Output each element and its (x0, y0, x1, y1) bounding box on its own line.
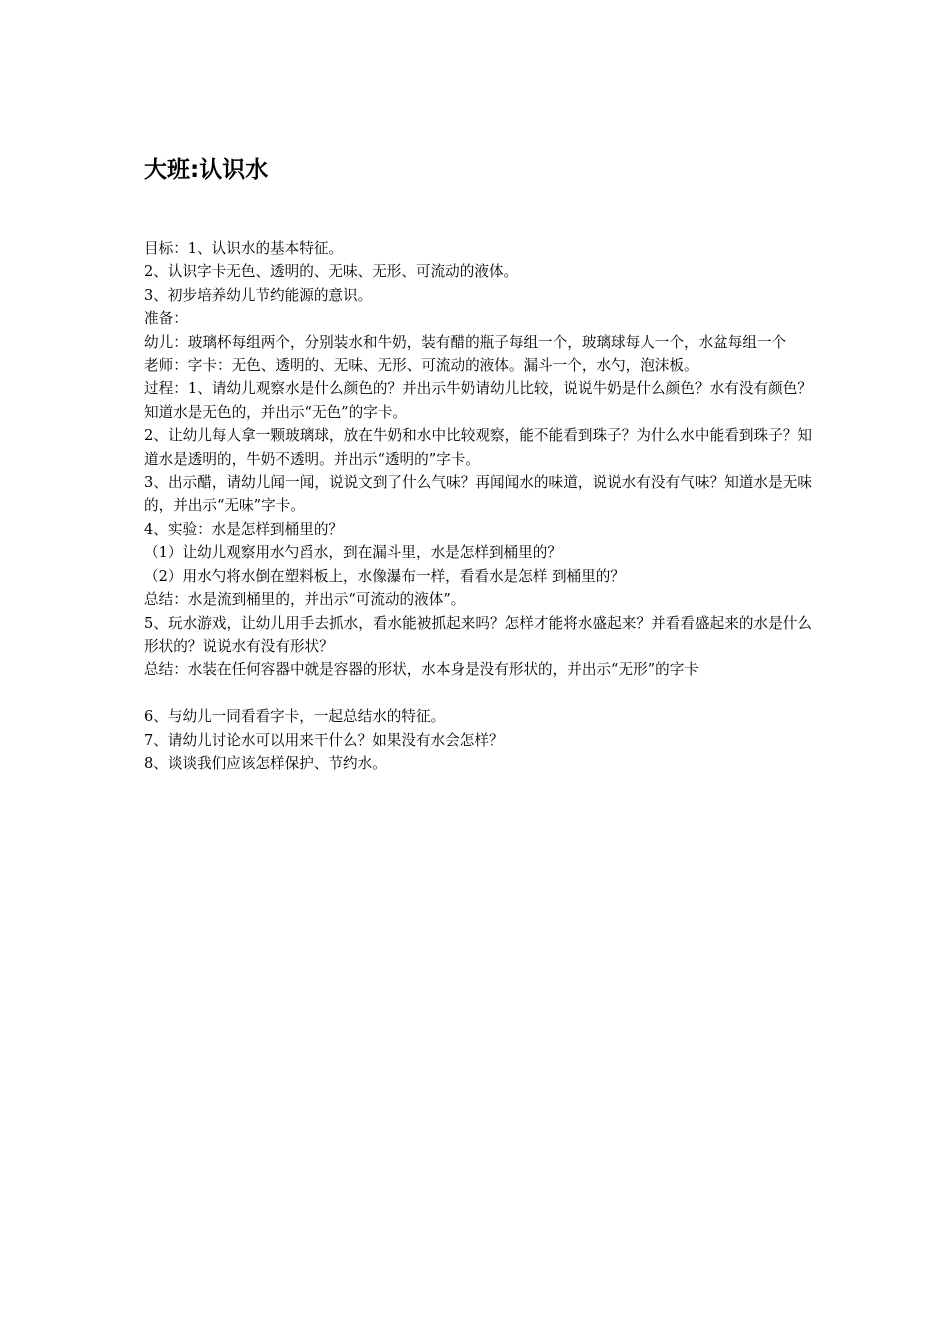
process-step-3: 3、出示醋，请幼儿闻一闻，说说文到了什么气味？再闻闻水的味道，说说水有没有气味？知道水是无味的，并出示“无味”字卡。 (144, 474, 812, 515)
blank-line (144, 682, 812, 705)
process-step-2: 2、让幼儿每人拿一颗玻璃球，放在牛奶和水中比较观察，能不能看到珠子？为什么水中能看到珠子？知道水是透明的，牛奶不透明。并出示“透明的”字卡。 (144, 427, 812, 468)
process-step-5: 5、玩水游戏，让幼儿用手去抓水，看水能被抓起来吗？怎样才能将水盛起来？并看看盛起来的水是什么形状的？说说水有没有形状？ (144, 614, 812, 655)
preparation-heading: 准备： (144, 310, 188, 328)
process-step-1: 过程：1、请幼儿观察水是什么颜色的？并出示牛奶请幼儿比较，说说牛奶是什么颜色？水有没有颜色？知道水是无色的，并出示“无色”的字卡。 (144, 380, 812, 421)
preparation-children: 幼儿：玻璃杯每组两个，分别装水和牛奶，装有醋的瓶子每组一个，玻璃球每人一个，水盆每组一个 (144, 333, 787, 351)
process-step-4: 4、实验：水是怎样到桶里的？ (144, 520, 344, 538)
summary-flow: 总结：水是流到桶里的，并出示“可流动的液体”。 (144, 591, 466, 609)
goal-line-2: 2、认识字卡无色、透明的、无味、无形、可流动的液体。 (144, 263, 519, 281)
process-step-6: 6、与幼儿一同看看字卡，一起总结水的特征。 (144, 708, 446, 726)
document-body (144, 237, 812, 775)
process-step-7: 7、请幼儿讨论水可以用来干什么？如果没有水会怎样？ (144, 731, 504, 749)
process-step-4-sub-2: （2）用水勺将水倒在塑料板上，水像瀑布一样，看看水是怎样 到桶里的？ (144, 567, 625, 585)
process-step-4-sub-1: （1）让幼儿观察用水勺舀水，到在漏斗里，水是怎样到桶里的？ (144, 544, 562, 562)
summary-shape: 总结：水装在任何容器中就是容器的形状，水本身是没有形状的，并出示“无形”的字卡 (144, 661, 699, 679)
document-title: 大班:认识水 (144, 157, 269, 183)
process-step-8: 8、谈谈我们应该怎样保护、节约水。 (144, 754, 387, 772)
preparation-teacher: 老师：字卡：无色、透明的、无味、无形、可流动的液体。漏斗一个，水勺，泡沫板。 (144, 357, 699, 375)
goal-line-3: 3、初步培养幼儿节约能源的意识。 (144, 286, 373, 304)
goal-line-1: 目标：1、认识水的基本特征。 (144, 240, 344, 257)
